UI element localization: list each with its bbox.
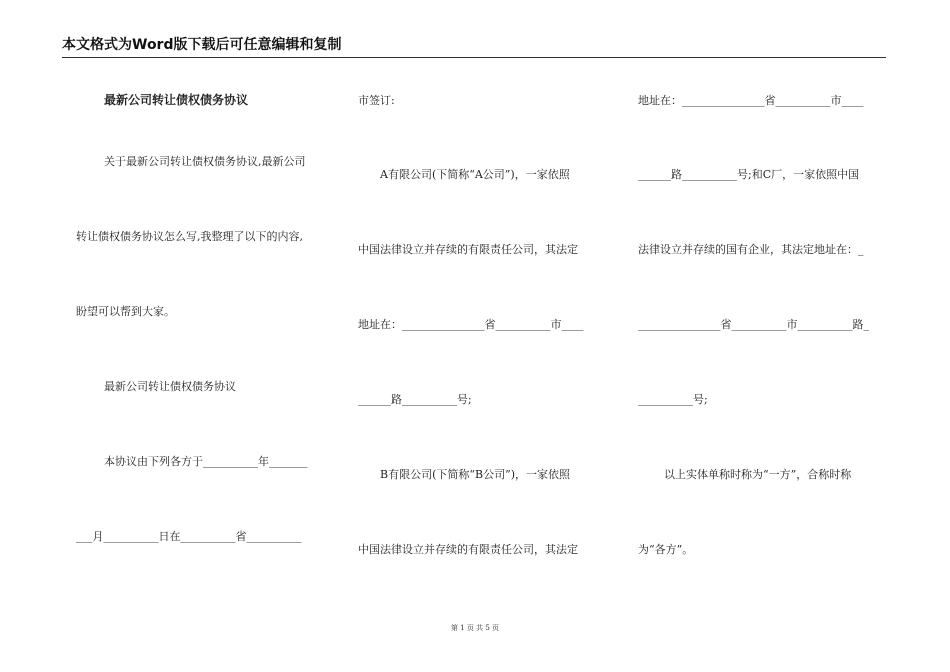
- paragraph-line: 中国法律设立并存续的有限责任公司，其法定: [358, 243, 578, 256]
- document-title: 最新公司转让债权债务协议: [104, 93, 249, 107]
- paragraph-line: ______路__________号;: [358, 393, 472, 406]
- paragraph-line: 中国法律设立并存续的有限责任公司，其法定: [358, 543, 578, 556]
- paragraph-line: 转让债权债务协议怎么写,我整理了以下的内容,: [76, 230, 303, 243]
- paragraph-line: 以上实体单称时称为“一方”，合称时称: [664, 468, 852, 481]
- paragraph-line: _______________省__________市__________路_: [638, 318, 869, 331]
- paragraph-line: A有限公司(下简称“A公司”)，一家依照: [380, 168, 570, 181]
- paragraph-line: 关于最新公司转让债权债务协议,最新公司: [104, 155, 306, 168]
- paragraph-line: 最新公司转让债权债务协议: [104, 380, 236, 393]
- paragraph-line: B有限公司(下简称“B公司”)，一家依照: [380, 468, 570, 481]
- paragraph-line: 盼望可以帮到大家。: [76, 305, 175, 318]
- page-header: 本文格式为Word版下载后可任意编辑和复制: [62, 34, 886, 58]
- paragraph-line: __________号;: [638, 393, 708, 406]
- paragraph-line: ___月__________日在__________省__________: [76, 530, 302, 543]
- paragraph-line: ______路__________号;和C厂，一家依照中国: [638, 168, 860, 181]
- paragraph-line: 为“各方”。: [638, 543, 694, 556]
- paragraph-line: 本协议由下列各方于__________年_______: [104, 455, 308, 468]
- paragraph-line: 地址在：_______________省__________市____: [358, 318, 584, 331]
- paragraph-line: 市签订:: [358, 94, 395, 107]
- paragraph-line: 法律设立并存续的国有企业，其法定地址在：_: [638, 243, 864, 256]
- paragraph-line: 地址在：_______________省__________市____: [638, 94, 864, 107]
- page-number: 第 1 页 共 5 页: [450, 624, 500, 632]
